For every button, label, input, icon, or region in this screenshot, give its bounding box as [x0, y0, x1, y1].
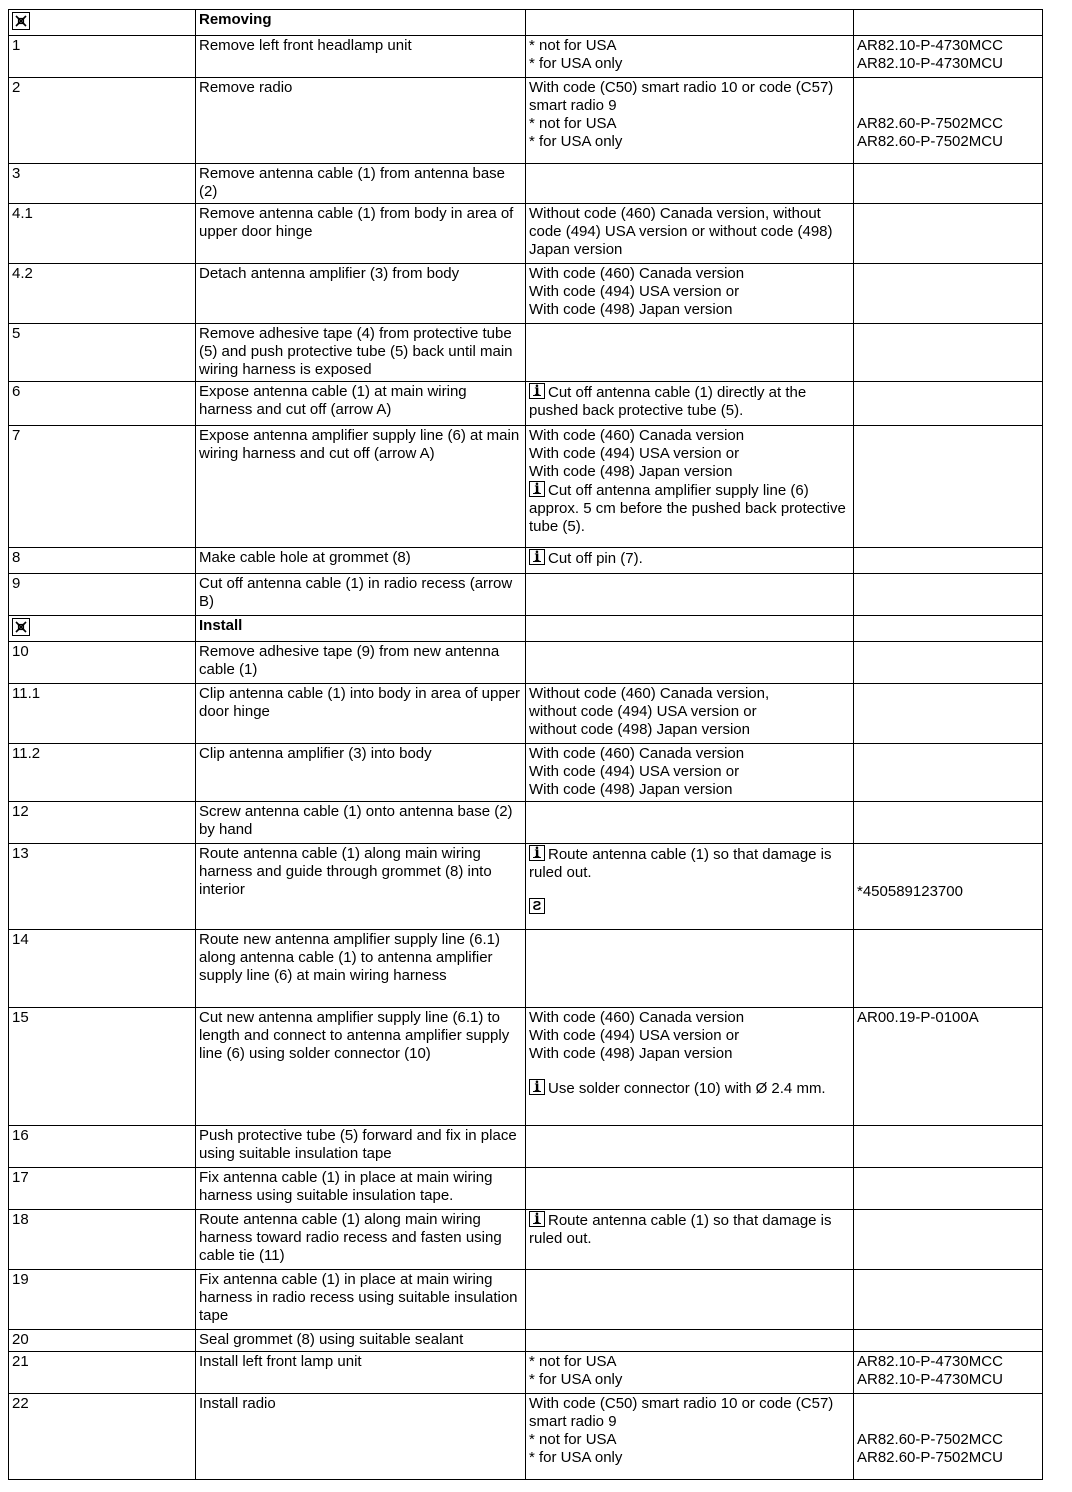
step-number: 21: [9, 1352, 196, 1394]
notes-cell: [526, 1330, 854, 1352]
step-row: [9, 204, 1043, 264]
reference-cell: [854, 382, 1043, 426]
step-number: 22: [9, 1394, 196, 1480]
notes-cell: [526, 844, 854, 930]
reference-cell: [854, 802, 1043, 844]
info-note: [529, 845, 849, 882]
info-icon: [529, 1079, 545, 1095]
step-number: 11.2: [9, 744, 196, 802]
info-icon: [529, 549, 545, 565]
reference-spacer: [857, 575, 1038, 593]
document-reference[interactable]: AR82.10-P-4730MCU: [857, 55, 1003, 72]
step-row: [9, 548, 1043, 574]
document-reference[interactable]: AR82.60-P-7502MCC: [857, 1431, 1003, 1448]
reference-cell: [854, 324, 1043, 382]
cell-line: * not for USA: [529, 1431, 617, 1448]
step-row: [9, 684, 1043, 744]
task-description: Cut off antenna cable (1) in radio recess (arrow B): [196, 574, 526, 616]
step-number: 4.1: [9, 204, 196, 264]
notes-cell: [526, 324, 854, 382]
reference-cell: [854, 1008, 1043, 1126]
task-description: Fix antenna cable (1) in place at main wiring harness in radio recess using suitable insulation tape: [196, 1270, 526, 1330]
step-number: 19: [9, 1270, 196, 1330]
reference-cell: [854, 684, 1043, 744]
step-number: 10: [9, 642, 196, 684]
info-note-text: Cut off pin (7).: [548, 550, 643, 567]
task-description: Cut new antenna amplifier supply line (6.1) to length and connect to antenna amplifier supply line (6) using solder connector (10): [196, 1008, 526, 1126]
notes-cell: [526, 1008, 854, 1126]
step-row: [9, 1352, 1043, 1394]
step-row: [9, 1210, 1043, 1270]
info-note-text: Route antenna cable (1) so that damage is ruled out.: [529, 1212, 832, 1247]
cell-line: * for USA only: [529, 133, 623, 150]
step-number: 3: [9, 164, 196, 204]
document-reference[interactable]: AR00.19-P-0100A: [857, 1009, 979, 1026]
reference-spacer: [857, 685, 1038, 703]
reference-spacer: [857, 1395, 1038, 1431]
document-reference[interactable]: AR82.10-P-4730MCU: [857, 1371, 1003, 1388]
step-number: 6: [9, 382, 196, 426]
step-row: [9, 930, 1043, 1008]
step-row: [9, 1168, 1043, 1210]
notes-cell: [526, 1270, 854, 1330]
reference-cell: [854, 642, 1043, 684]
step-row: [9, 36, 1043, 78]
task-description: Install radio: [196, 1394, 526, 1480]
notes-cell: [526, 204, 854, 264]
task-description: Screw antenna cable (1) onto antenna base (2) by hand: [196, 802, 526, 844]
cell-line: * not for USA: [529, 115, 617, 132]
notes-cell: [526, 802, 854, 844]
notes-cell: [526, 36, 854, 78]
step-number: [9, 10, 196, 36]
step-number: 4.2: [9, 264, 196, 324]
cell-line: With code (460) Canada version With code (494) USA version or With code (498) Japan version: [529, 745, 745, 798]
info-icon: [529, 481, 545, 497]
section-row: [9, 10, 1043, 36]
reference-spacer: [857, 11, 1038, 29]
section-icon: [12, 12, 30, 30]
notes-cell: [526, 264, 854, 324]
cell-line: With code (460) Canada version With code (494) USA version or With code (498) Japan version: [529, 1009, 745, 1062]
reference-spacer: [857, 549, 1038, 567]
cell-line: With code (460) Canada version With code (494) USA version or With code (498) Japan version: [529, 265, 745, 318]
task-description: Fix antenna cable (1) in place at main wiring harness using suitable insulation tape.: [196, 1168, 526, 1210]
procedure-body: [9, 10, 1043, 1480]
notes-cell: [526, 1126, 854, 1168]
document-reference[interactable]: AR82.10-P-4730MCC: [857, 37, 1003, 54]
step-number: 9: [9, 574, 196, 616]
reference-cell: [854, 744, 1043, 802]
step-row: [9, 744, 1043, 802]
info-note-text: Route antenna cable (1) so that damage is ruled out.: [529, 846, 832, 881]
step-row: [9, 802, 1043, 844]
notes-cell: [526, 684, 854, 744]
info-icon: [529, 383, 545, 399]
step-row: [9, 264, 1043, 324]
notes-cell: [526, 642, 854, 684]
step-row: [9, 1330, 1043, 1352]
reference-cell: [854, 1352, 1043, 1394]
step-number: 18: [9, 1210, 196, 1270]
reference-spacer: [857, 1271, 1038, 1289]
document-reference[interactable]: AR82.10-P-4730MCC: [857, 1353, 1003, 1370]
reference-spacer: [857, 643, 1038, 661]
section-icon: [12, 618, 30, 636]
step-number: 16: [9, 1126, 196, 1168]
step-number: 14: [9, 930, 196, 1008]
cell-line: Without code (460) Canada version, without code (494) USA version or without code (498) Japan version: [529, 685, 770, 738]
special-tool-icon: [529, 898, 545, 914]
info-note: [529, 1211, 849, 1248]
reference-spacer: [857, 165, 1038, 183]
reference-cell: [854, 78, 1043, 164]
reference-cell: [854, 1210, 1043, 1270]
reference-cell: [854, 1394, 1043, 1480]
reference-cell: [854, 164, 1043, 204]
notes-cell: [526, 548, 854, 574]
section-row: [9, 616, 1043, 642]
reference-spacer: [857, 803, 1038, 821]
notes-cell: [526, 1394, 854, 1480]
step-number: 7: [9, 426, 196, 548]
info-note: [529, 549, 849, 568]
reference-spacer: [857, 383, 1038, 401]
notes-cell: [526, 744, 854, 802]
step-row: [9, 574, 1043, 616]
notes-cell: [526, 930, 854, 1008]
cell-line: With code (C50) smart radio 10 or code (C57) smart radio 9: [529, 79, 834, 114]
cell-line: * not for USA: [529, 1353, 617, 1370]
step-number: 13: [9, 844, 196, 930]
step-row: [9, 324, 1043, 382]
cell-line: With code (C50) smart radio 10 or code (C57) smart radio 9: [529, 1395, 834, 1430]
step-number: 5: [9, 324, 196, 382]
step-row: [9, 382, 1043, 426]
info-note-text: Use solder connector (10) with Ø 2.4 mm.: [548, 1080, 826, 1097]
step-number: 15: [9, 1008, 196, 1126]
task-description: Route new antenna amplifier supply line (6.1) along antenna cable (1) to antenna amplifier supply line (6) at main wiring harness: [196, 930, 526, 1008]
reference-cell: [854, 1126, 1043, 1168]
notes-cell: [526, 1210, 854, 1270]
document-reference[interactable]: AR82.60-P-7502MCU: [857, 133, 1003, 150]
reference-cell: [854, 616, 1043, 642]
step-number: 1: [9, 36, 196, 78]
notes-cell: [526, 10, 854, 36]
reference-spacer: [857, 1331, 1038, 1349]
notes-cell: [526, 616, 854, 642]
reference-spacer: [857, 1169, 1038, 1187]
reference-cell: [854, 574, 1043, 616]
cell-line: * for USA only: [529, 55, 623, 72]
info-note-text: Cut off antenna amplifier supply line (6) approx. 5 cm before the pushed back protective tube (5).: [529, 482, 846, 535]
step-number: [9, 616, 196, 642]
task-description: Expose antenna amplifier supply line (6) at main wiring harness and cut off (arrow A): [196, 426, 526, 548]
procedure-table: [8, 9, 1043, 1480]
step-row: [9, 1126, 1043, 1168]
reference-cell: [854, 548, 1043, 574]
info-icon: [529, 1211, 545, 1227]
task-description: Expose antenna cable (1) at main wiring harness and cut off (arrow A): [196, 382, 526, 426]
notes-cell: [526, 574, 854, 616]
task-description: Remove adhesive tape (4) from protective tube (5) and push protective tube (5) back until main wiring harness is exposed: [196, 324, 526, 382]
info-note-text: Cut off antenna cable (1) directly at the pushed back protective tube (5).: [529, 384, 807, 419]
cell-line: With code (460) Canada version With code (494) USA version or With code (498) Japan version: [529, 427, 745, 480]
reference-cell: [854, 844, 1043, 930]
reference-cell: [854, 930, 1043, 1008]
reference-spacer: [857, 79, 1038, 115]
task-description: Route antenna cable (1) along main wiring harness and guide through grommet (8) into interior: [196, 844, 526, 930]
section-title: Install: [196, 616, 526, 642]
reference-spacer: [857, 745, 1038, 763]
document-reference[interactable]: AR82.60-P-7502MCU: [857, 1449, 1003, 1466]
reference-cell: [854, 10, 1043, 36]
notes-cell: [526, 382, 854, 426]
notes-cell: [526, 426, 854, 548]
reference-cell: [854, 426, 1043, 548]
step-number: 8: [9, 548, 196, 574]
info-note: [529, 481, 849, 536]
reference-spacer: [857, 1211, 1038, 1229]
info-note: [529, 383, 849, 420]
task-description: Remove left front headlamp unit: [196, 36, 526, 78]
reference-spacer: [857, 265, 1038, 283]
step-number: 2: [9, 78, 196, 164]
reference-spacer: [857, 205, 1038, 223]
cell-line: * not for USA: [529, 37, 617, 54]
reference-spacer: [857, 325, 1038, 343]
reference-spacer: [857, 427, 1038, 445]
task-description: Install left front lamp unit: [196, 1352, 526, 1394]
task-description: Seal grommet (8) using suitable sealant: [196, 1330, 526, 1352]
task-description: Remove antenna cable (1) from antenna base (2): [196, 164, 526, 204]
reference-spacer: [857, 931, 1038, 949]
info-note: [529, 1079, 849, 1098]
step-row: [9, 426, 1043, 548]
step-row: [9, 1008, 1043, 1126]
step-number: 17: [9, 1168, 196, 1210]
task-description: Make cable hole at grommet (8): [196, 548, 526, 574]
step-number: 20: [9, 1330, 196, 1352]
section-title: Removing: [196, 10, 526, 36]
step-row: [9, 642, 1043, 684]
notes-cell: [526, 1168, 854, 1210]
step-row: [9, 1394, 1043, 1480]
document-reference[interactable]: AR82.60-P-7502MCC: [857, 115, 1003, 132]
step-row: [9, 844, 1043, 930]
task-description: Clip antenna cable (1) into body in area of upper door hinge: [196, 684, 526, 744]
task-description: Remove antenna cable (1) from body in area of upper door hinge: [196, 204, 526, 264]
step-row: [9, 164, 1043, 204]
task-description: Detach antenna amplifier (3) from body: [196, 264, 526, 324]
reference-cell: [854, 1270, 1043, 1330]
reference-spacer: [857, 1127, 1038, 1145]
reference-cell: [854, 264, 1043, 324]
step-number: 12: [9, 802, 196, 844]
document-reference[interactable]: *450589123700: [857, 883, 963, 900]
cell-line: Without code (460) Canada version, without code (494) USA version or without code (498) Japan version: [529, 205, 833, 258]
step-number: 11.1: [9, 684, 196, 744]
notes-cell: [526, 78, 854, 164]
step-row: [9, 78, 1043, 164]
step-row: [9, 1270, 1043, 1330]
reference-cell: [854, 204, 1043, 264]
task-description: Route antenna cable (1) along main wiring harness toward radio recess and fasten using cable tie (11): [196, 1210, 526, 1270]
special-tool: [529, 898, 849, 917]
reference-cell: [854, 1168, 1043, 1210]
info-icon: [529, 845, 545, 861]
task-description: Push protective tube (5) forward and fix in place using suitable insulation tape: [196, 1126, 526, 1168]
cell-line: * for USA only: [529, 1371, 623, 1388]
reference-cell: [854, 1330, 1043, 1352]
reference-cell: [854, 36, 1043, 78]
notes-cell: [526, 1352, 854, 1394]
reference-spacer: [857, 617, 1038, 635]
task-description: Clip antenna amplifier (3) into body: [196, 744, 526, 802]
cell-line: * for USA only: [529, 1449, 623, 1466]
task-description: Remove adhesive tape (9) from new antenna cable (1): [196, 642, 526, 684]
notes-cell: [526, 164, 854, 204]
task-description: Remove radio: [196, 78, 526, 164]
